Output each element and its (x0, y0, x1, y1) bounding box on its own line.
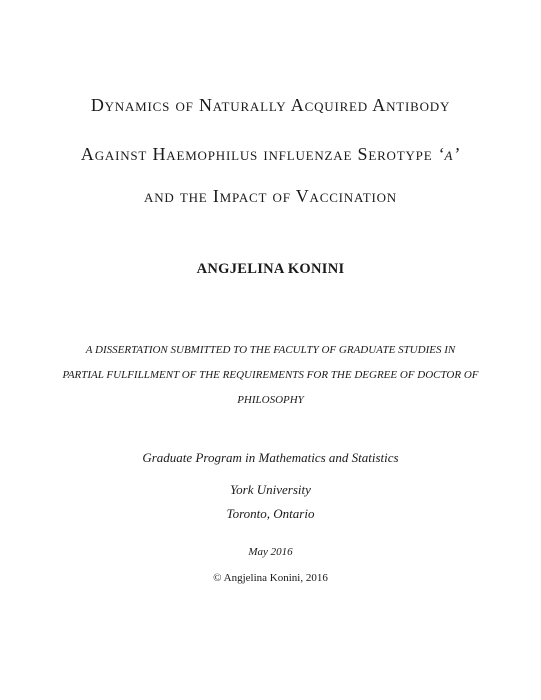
title-line-3: and the Impact of Vaccination (144, 186, 397, 206)
university-name: York University (230, 482, 311, 497)
title-line-2-main: Against Haemophilus influenzae Serotype (80, 144, 438, 164)
title-line-2 (0, 144, 541, 165)
submission-date: May 2016 (248, 546, 293, 558)
dissertation-line-3: PHILOSOPHY (237, 394, 304, 406)
dissertation-line-1: A DISSERTATION SUBMITTED TO THE FACULTY OF GRADUATE STUDIES IN (85, 344, 456, 356)
university-location: Toronto, Ontario (226, 506, 315, 521)
dissertation-line-2: PARTIAL FULFILLMENT OF THE REQUIREMENTS FOR THE DEGREE OF DOCTOR OF (62, 369, 479, 381)
author-name: ANGJELINA KONINI (196, 261, 345, 277)
copyright-notice: © Angjelina Konini, 2016 (213, 572, 328, 584)
title-line-1: Dynamics of Naturally Acquired Antibody (90, 95, 451, 115)
graduate-program: Graduate Program in Mathematics and Statistics (142, 450, 399, 465)
title-serotype: ‘a’ (437, 144, 461, 164)
